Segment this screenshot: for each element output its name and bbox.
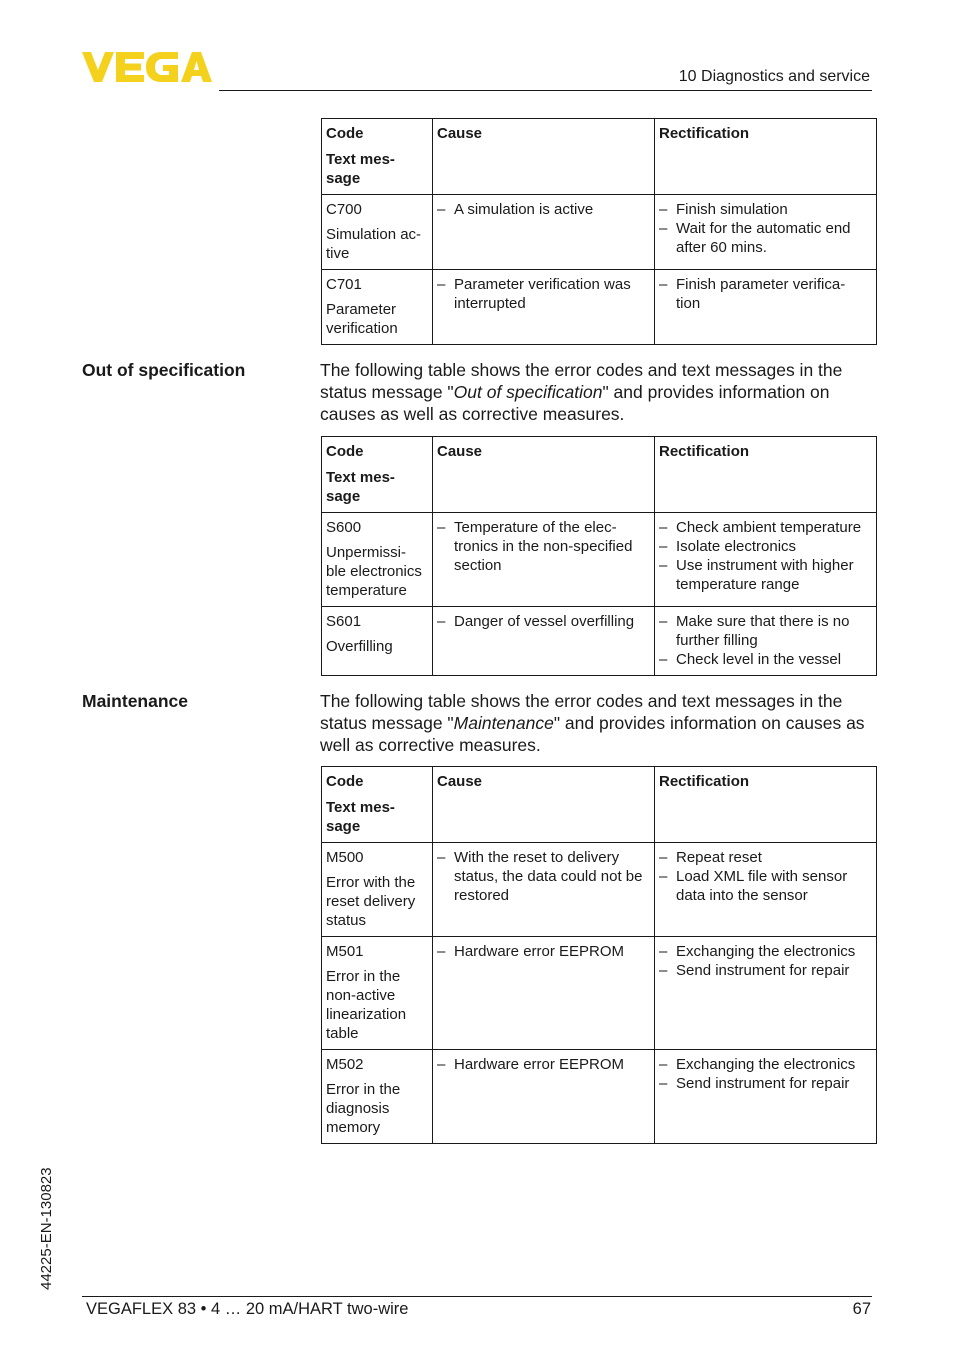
rectification-cell [655, 513, 877, 607]
cause-cell-list [437, 1055, 650, 1074]
cause-cell-list [437, 200, 650, 219]
code-header: Code [326, 773, 364, 790]
rectification-item: – Send instrument for repair [659, 961, 872, 980]
rectification-item: – Send instrument for repair [659, 1074, 872, 1093]
vega-logo [82, 52, 212, 82]
table-row [322, 607, 877, 676]
rectification-item: – Repeat reset [659, 848, 872, 867]
table-row [322, 1050, 877, 1144]
header-cell-code [322, 767, 433, 843]
code-cell [322, 270, 433, 345]
rectification-item: – Load XML file with sensor data into the sensor [659, 867, 872, 905]
code-header: Code [326, 443, 364, 460]
rectification-cell [655, 843, 877, 937]
intro-text: " and provides information on causes as well as corrective measures. [320, 713, 865, 755]
cause-cell-list [437, 275, 650, 313]
rectification-item: – Wait for the automatic end after 60 mins. [659, 219, 872, 257]
table-row [322, 270, 877, 345]
rectification-item: – Finish parameter verifica- tion [659, 275, 872, 313]
error-code: C700 [326, 201, 362, 218]
footer-product: VEGAFLEX 83 • 4 … 20 mA/HART two-wire [86, 1300, 409, 1318]
cause-header: Cause [437, 773, 483, 790]
cause-cell [433, 843, 655, 937]
error-text-message: Simulation ac- tive [326, 226, 422, 262]
header-cell-rectification [655, 767, 877, 843]
cause-item: – Temperature of the elec- tronics in the non-specified section [437, 518, 650, 575]
rectification-item: – Make sure that there is no further filling [659, 612, 872, 650]
intro-text: " and provides information on causes as well as corrective measures. [320, 382, 830, 424]
code-cell [322, 195, 433, 270]
intro-text: The following table shows the error codes and text messages in the status message " [320, 691, 843, 733]
error-code: C701 [326, 276, 362, 293]
cause-cell-list [437, 942, 650, 961]
footer-rule [82, 1296, 872, 1297]
text-message-header: Text mes- sage [326, 151, 395, 187]
error-code: M500 [326, 849, 364, 866]
error-code: S601 [326, 613, 362, 630]
error-code: S600 [326, 519, 362, 536]
code-cell [322, 1050, 433, 1144]
cause-cell-list [437, 612, 650, 631]
rectification-cell [655, 195, 877, 270]
rectification-item: – Isolate electronics [659, 537, 872, 556]
code-cell [322, 937, 433, 1050]
error-text-message: Parameter verification [326, 301, 398, 337]
cause-cell-list [437, 848, 650, 905]
error-text-message: Unpermissi- ble electronics temperature [326, 544, 422, 599]
cause-cell [433, 937, 655, 1050]
cause-item: – Parameter verification was interrupted [437, 275, 650, 313]
table-row [322, 513, 877, 607]
document-id: 44225-EN-130823 [38, 1167, 55, 1290]
header-cell-rectification [655, 437, 877, 513]
table-row [322, 937, 877, 1050]
rectification-cell-list [659, 612, 872, 669]
header-cell-rectification [655, 119, 877, 195]
text-message-header: Text mes- sage [326, 799, 395, 835]
rectification-cell [655, 270, 877, 345]
out-of-spec-intro [320, 359, 872, 425]
rectification-item: – Finish simulation [659, 200, 872, 219]
rectification-cell-list [659, 200, 872, 257]
cause-item: – With the reset to delivery status, the data could not be restored [437, 848, 650, 905]
cause-cell [433, 270, 655, 345]
table-row [322, 843, 877, 937]
rectification-header: Rectification [659, 773, 750, 790]
rectification-item: – Use instrument with higher temperature range [659, 556, 872, 594]
header-cell-cause [433, 119, 655, 195]
error-table-maintenance [321, 766, 877, 1144]
header-cell-code [322, 437, 433, 513]
cause-item: – Hardware error EEPROM [437, 942, 650, 961]
rectification-cell-list [659, 275, 872, 313]
table-header-row [322, 119, 877, 195]
cause-item: – Hardware error EEPROM [437, 1055, 650, 1074]
cause-item: – Danger of vessel overfilling [437, 612, 650, 631]
rectification-cell-list [659, 518, 872, 594]
rectification-cell [655, 607, 877, 676]
rectification-item: – Check ambient temperature [659, 518, 872, 537]
cause-cell [433, 195, 655, 270]
header-section-title: 10 Diagnostics and service [678, 68, 870, 85]
rectification-header: Rectification [659, 125, 750, 142]
cause-cell [433, 1050, 655, 1144]
header-cell-cause [433, 767, 655, 843]
cause-cell [433, 607, 655, 676]
cause-cell-list [437, 518, 650, 575]
rectification-item: – Check level in the vessel [659, 650, 872, 669]
maintenance-heading: Maintenance [82, 691, 188, 711]
text-message-header: Text mes- sage [326, 469, 395, 505]
out-of-spec-heading: Out of specification [82, 360, 246, 380]
error-table-out-of-spec [321, 436, 877, 676]
error-table-check [321, 118, 877, 345]
maintenance-intro [320, 690, 872, 756]
code-header: Code [326, 125, 364, 142]
rectification-header: Rectification [659, 443, 750, 460]
cause-header: Cause [437, 443, 483, 460]
rectification-item: – Exchanging the electronics [659, 942, 872, 961]
table-row [322, 195, 877, 270]
table-header-row [322, 767, 877, 843]
error-text-message: Error in the non-active linearization table [326, 968, 407, 1042]
rectification-cell [655, 937, 877, 1050]
cause-cell [433, 513, 655, 607]
cause-item: – A simulation is active [437, 200, 650, 219]
code-cell [322, 513, 433, 607]
table-header-row [322, 437, 877, 513]
rectification-cell-list [659, 1055, 872, 1093]
header-cell-code [322, 119, 433, 195]
rectification-cell-list [659, 942, 872, 980]
error-text-message: Overfilling [326, 638, 393, 655]
error-code: M502 [326, 1056, 364, 1073]
error-text-message: Error in the diagnosis memory [326, 1081, 401, 1136]
error-code: M501 [326, 943, 364, 960]
intro-text: The following table shows the error codes and text messages in the status message " [320, 360, 843, 402]
rectification-cell [655, 1050, 877, 1144]
rectification-cell-list [659, 848, 872, 905]
cause-header: Cause [437, 125, 483, 142]
header-cell-cause [433, 437, 655, 513]
intro-emphasis: Out of specification [453, 382, 603, 402]
code-cell [322, 843, 433, 937]
rectification-item: – Exchanging the electronics [659, 1055, 872, 1074]
page-number: 67 [852, 1300, 871, 1318]
header-rule [219, 90, 872, 91]
intro-emphasis: Maintenance [453, 713, 554, 733]
code-cell [322, 607, 433, 676]
error-text-message: Error with the reset delivery status [326, 874, 416, 929]
